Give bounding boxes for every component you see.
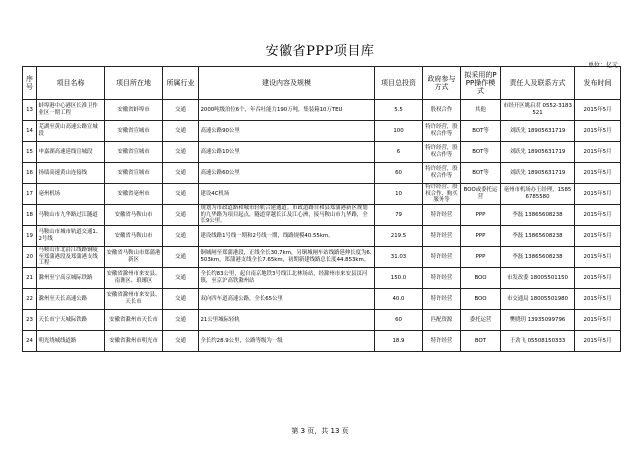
- cell-contact: 亳州市机场办王经理，15856785580: [501, 184, 575, 205]
- cell-content-scale: 2000吨级泊位6个，年吞吐能力190万吨，集装箱10万TEU: [199, 100, 375, 121]
- cell-contact: 李磊 13865608238: [501, 247, 575, 268]
- table-header-row: [23, 67, 621, 100]
- cell-content-scale: 高速公路90公里: [199, 121, 375, 142]
- cell-ppp-mode: PPP: [461, 226, 501, 247]
- header-ppp-mode: 拟采用的PPP操作模式: [461, 67, 501, 100]
- table-row: [23, 163, 621, 184]
- cell-industry: 交通: [163, 247, 199, 268]
- cell-total-investment: 150.0: [375, 268, 423, 289]
- cell-content-scale: 高速公路60公里: [199, 163, 375, 184]
- cell-contact: 樊晓玥 13935099796: [501, 310, 575, 331]
- header-location: 项目所在地: [105, 67, 163, 100]
- document-title: 安徽省PPP项目库: [265, 44, 375, 59]
- cell-government-participation: 特许经营，股权合作等: [423, 142, 461, 163]
- cell-government-participation: 特许经营、股权合作、购买服务等: [423, 184, 461, 205]
- cell-location: 安徽省滁州市来安县、天长市: [105, 289, 163, 310]
- cell-total-investment: 60: [375, 163, 423, 184]
- cell-contact: 李磊 13865608238: [501, 226, 575, 247]
- cell-government-participation: 特许经营: [423, 268, 461, 289]
- table-row: [23, 289, 621, 310]
- header-total-investment: 项目总投资: [375, 67, 423, 100]
- cell-index: 15: [23, 142, 37, 163]
- cell-government-participation: 特许经营: [423, 331, 461, 352]
- cell-contact: 刘跃先 18905631719: [501, 121, 575, 142]
- cell-ppp-mode: BOO: [461, 289, 501, 310]
- cell-release-date: 2015年5月: [575, 331, 621, 352]
- cell-industry: 交通: [163, 268, 199, 289]
- cell-index: 18: [23, 205, 37, 226]
- cell-index: 14: [23, 121, 37, 142]
- cell-content-scale: 全长约28.9公里，公路等级为一级: [199, 331, 375, 352]
- cell-total-investment: 100: [375, 121, 423, 142]
- cell-index: 22: [23, 289, 37, 310]
- table-row: [23, 184, 621, 205]
- cell-industry: 交通: [163, 142, 199, 163]
- cell-location: 安徽省蚌埠市: [105, 100, 163, 121]
- cell-government-participation: 特许经营: [423, 289, 461, 310]
- cell-release-date: 2015年5月: [575, 289, 621, 310]
- cell-location: 安徽省马鞍山市: [105, 205, 163, 226]
- cell-contact: 市交通局 18005501980: [501, 289, 575, 310]
- cell-ppp-mode: BOT等: [461, 163, 501, 184]
- header-government-participation: 政府参与方式: [423, 67, 461, 100]
- table-row: [23, 100, 621, 121]
- header-release-date: 发布时间: [575, 67, 621, 100]
- cell-government-participation: 特许经营: [423, 247, 461, 268]
- cell-industry: 交通: [163, 205, 199, 226]
- cell-location: 安徽省马鞍山市: [105, 226, 163, 247]
- cell-release-date: 2015年5月: [575, 121, 621, 142]
- table-row: [23, 205, 621, 226]
- table-row: [23, 121, 621, 142]
- cell-release-date: 2015年5月: [575, 163, 621, 184]
- cell-index: 16: [23, 163, 37, 184]
- cell-ppp-mode: BOO或委托运营: [461, 184, 501, 205]
- cell-government-participation: 特许经营，股权合作等: [423, 163, 461, 184]
- cell-total-investment: 5.5: [375, 100, 423, 121]
- cell-ppp-mode: BOT等: [461, 121, 501, 142]
- cell-total-investment: 219.5: [375, 226, 423, 247]
- cell-government-participation: 股权合作: [423, 100, 461, 121]
- cell-ppp-mode: BOO: [461, 268, 501, 289]
- cell-project-name: 马鞍山市北沿江线路铜陵至郑蒲港段及郑蒲港支线工程: [37, 247, 105, 268]
- cell-project-name: 芜湖至黄山高速公路宣城段: [37, 121, 105, 142]
- cell-contact: 市经开区姚启君 0552-3183521: [501, 100, 575, 121]
- cell-total-investment: 18.9: [375, 331, 423, 352]
- table-row: [23, 226, 621, 247]
- table-row: [23, 142, 621, 163]
- cell-content-scale: 规划为市政道路和城市轻轨合建通道。市政道路自和县郑蒲港新区规划的九华路为项目起点，隧道穿越长江及江心洲，接马鞍山市九华路，全长9公里。: [199, 205, 375, 226]
- cell-content-scale: 建设线路1号线一期和2号线一期，线路规模40.55km。: [199, 226, 375, 247]
- cell-content-scale: 高速公路10公里: [199, 142, 375, 163]
- cell-content-scale: 21公里城际轻轨: [199, 310, 375, 331]
- cell-project-name: 马鞍山市九华路过江隧道: [37, 205, 105, 226]
- cell-contact: 李磊 13865608238: [501, 205, 575, 226]
- cell-release-date: 2015年5月: [575, 100, 621, 121]
- header-content-scale: 建设内容及规模: [199, 67, 375, 100]
- cell-project-name: 明光绕城线道路: [37, 331, 105, 352]
- cell-industry: 交通: [163, 226, 199, 247]
- cell-project-name: 天长市宁天城际铁路: [37, 310, 105, 331]
- cell-contact: 刘跃先 18905631719: [501, 163, 575, 184]
- cell-industry: 交通: [163, 289, 199, 310]
- cell-content-scale: 铜城闸至郑蒲港段，正线全长30.7km，另铜城闸车站线路延伸长度为6.503km，郑蒲港支线全长7.65km，初期新建线路总长度44.853km。: [199, 247, 375, 268]
- cell-location: 安徽省宣城市: [105, 142, 163, 163]
- cell-content-scale: 双向四车道高速公路，全长65公里: [199, 289, 375, 310]
- header-index: 序号: [23, 67, 37, 100]
- cell-government-participation: 特许经营: [423, 205, 461, 226]
- cell-index: 19: [23, 226, 37, 247]
- cell-ppp-mode: PPP: [461, 205, 501, 226]
- cell-industry: 交通: [163, 121, 199, 142]
- cell-industry: 交通: [163, 331, 199, 352]
- header-industry: 所属行业: [163, 67, 199, 100]
- table-row: [23, 247, 621, 268]
- cell-release-date: 2015年5月: [575, 226, 621, 247]
- ppp-project-table: [22, 66, 621, 352]
- cell-release-date: 2015年5月: [575, 268, 621, 289]
- cell-total-investment: 31.03: [375, 247, 423, 268]
- cell-location: 安徽省宣城市: [105, 121, 163, 142]
- unit-label: 单位：亿元: [587, 62, 618, 69]
- cell-location: 安徽省马鞍山市郑蒲港新区: [105, 247, 163, 268]
- cell-content-scale: 全长约83公里，起自南京地铁3号线江北林场站，经滁州市来安县汊河镇，至京沪高铁滁州站: [199, 268, 375, 289]
- cell-ppp-mode: BOT: [461, 331, 501, 352]
- cell-index: 24: [23, 331, 37, 352]
- cell-total-investment: 60: [375, 310, 423, 331]
- cell-release-date: 2015年5月: [575, 142, 621, 163]
- cell-index: 20: [23, 247, 37, 268]
- cell-ppp-mode: 其他: [461, 100, 501, 121]
- cell-total-investment: 6: [375, 142, 423, 163]
- cell-government-participation: 匹配资源: [423, 310, 461, 331]
- cell-project-name: 扬绩高速黄山连接线: [37, 163, 105, 184]
- cell-project-name: 亳州机场: [37, 184, 105, 205]
- header-project-name: 项目名称: [37, 67, 105, 100]
- header-contact: 责任人及联系方式: [501, 67, 575, 100]
- cell-release-date: 2015年5月: [575, 184, 621, 205]
- cell-total-investment: 10: [375, 184, 423, 205]
- cell-industry: 交通: [163, 184, 199, 205]
- cell-release-date: 2015年5月: [575, 205, 621, 226]
- cell-contact: 刘跃先 18905631719: [501, 142, 575, 163]
- cell-location: 安徽省宣城市: [105, 163, 163, 184]
- cell-location: 安徽省滁州市明光市: [105, 331, 163, 352]
- cell-contact: 市发改委 18005501150: [501, 268, 575, 289]
- cell-total-investment: 40.0: [375, 289, 423, 310]
- cell-index: 21: [23, 268, 37, 289]
- table-row: [23, 331, 621, 352]
- cell-industry: 交通: [163, 310, 199, 331]
- cell-ppp-mode: 委托运营: [461, 310, 501, 331]
- table-row: [23, 268, 621, 289]
- cell-project-name: 申嘉湖高速延线宣城段: [37, 142, 105, 163]
- cell-government-participation: 特许经营，股权合作等: [423, 121, 461, 142]
- cell-index: 23: [23, 310, 37, 331]
- cell-release-date: 2015年5月: [575, 310, 621, 331]
- cell-index: 13: [23, 100, 37, 121]
- cell-location: 安徽省亳州市: [105, 184, 163, 205]
- page-footer: 第 3 页，共 13 页: [291, 427, 349, 435]
- cell-location: 安徽省滁州市来安县、南谯区、琅琊区: [105, 268, 163, 289]
- cell-ppp-mode: PPP: [461, 247, 501, 268]
- cell-ppp-mode: BOT等: [461, 142, 501, 163]
- cell-project-name: 马鞍山市城市轨道交通1、2号线: [37, 226, 105, 247]
- cell-content-scale: 建设4C机场: [199, 184, 375, 205]
- cell-index: 17: [23, 184, 37, 205]
- cell-industry: 交通: [163, 100, 199, 121]
- cell-release-date: 2015年5月: [575, 247, 621, 268]
- cell-government-participation: 特许经营: [423, 226, 461, 247]
- cell-contact: 于劲飞 05508150333: [501, 331, 575, 352]
- cell-total-investment: 79: [375, 205, 423, 226]
- cell-location: 安徽省滁州市天长市: [105, 310, 163, 331]
- cell-project-name: 滁州至天长高速公路: [37, 289, 105, 310]
- cell-project-name: 滁州至宁高京城际铁路: [37, 268, 105, 289]
- cell-industry: 交通: [163, 163, 199, 184]
- table-row: [23, 310, 621, 331]
- cell-project-name: 蚌埠港中心港区长淮卫作业区一期工程: [37, 100, 105, 121]
